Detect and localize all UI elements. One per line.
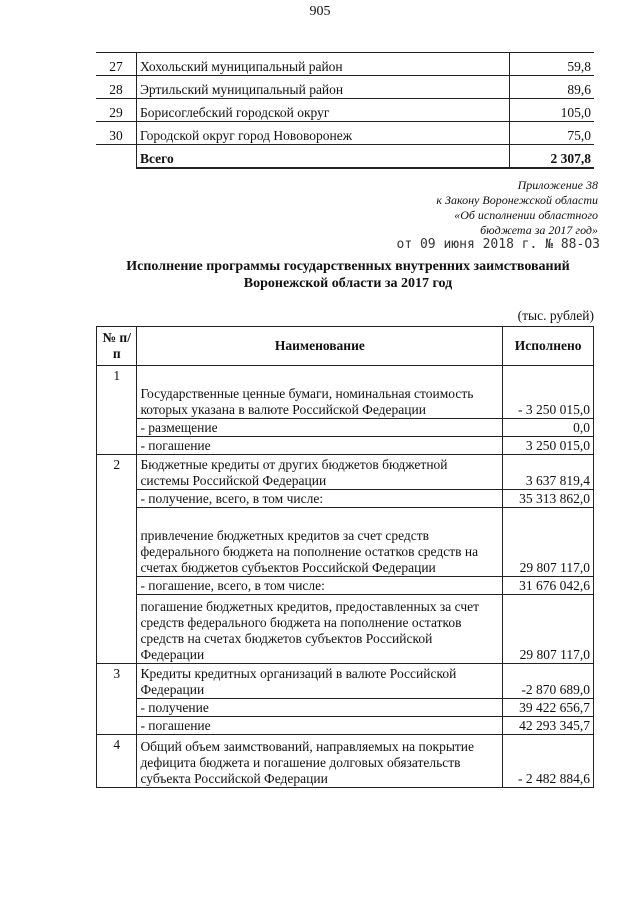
section-number: 3: [97, 664, 137, 735]
row-name: - получение: [137, 699, 503, 717]
row-number-empty: [96, 145, 137, 169]
table-row: [97, 490, 594, 508]
header-number: № п/п: [97, 327, 137, 366]
table-row: [96, 122, 594, 145]
row-value: 59,8: [510, 53, 595, 76]
row-value: 0,0: [503, 419, 594, 437]
table-row: [97, 419, 594, 437]
row-value: 29 807 117,0: [503, 595, 594, 664]
table-row: [97, 717, 594, 735]
borrowing-table: [96, 326, 594, 788]
row-name: - погашение: [137, 717, 503, 735]
table-row: [96, 53, 594, 76]
row-name: - получение, всего, в том числе:: [137, 490, 503, 508]
table-row: [97, 595, 594, 664]
row-value: 3 637 819,4: [503, 455, 594, 490]
row-name: Общий объем заимствований, направляемых на покрытие дефицита бюджета и погашение долговых обязательств субъекта Российской Федерации: [137, 735, 503, 788]
row-name: Хохольский муниципальный район: [137, 53, 510, 76]
appendix-note: [436, 178, 598, 238]
table-row: [97, 699, 594, 717]
row-name: привлечение бюджетных кредитов за счет средств федерального бюджета на пополнение остатков средств на счетах бюджетов субъектов Российской Федерации: [137, 508, 503, 577]
row-value: 42 293 345,7: [503, 717, 594, 735]
row-value: 105,0: [510, 99, 595, 122]
table-row: [97, 437, 594, 455]
table-row: [97, 366, 594, 419]
row-number: 30: [96, 122, 137, 145]
section-number: 2: [97, 455, 137, 664]
total-value: 2 307,8: [510, 145, 595, 169]
table-row: [97, 455, 594, 490]
appendix-line: Приложение 38: [517, 178, 598, 192]
row-name: Эртильский муниципальный район: [137, 76, 510, 99]
section-number: 4: [97, 735, 137, 788]
units-label: (тыс. рублей): [517, 308, 594, 323]
row-value: 29 807 117,0: [503, 508, 594, 577]
row-name: Кредиты кредитных организаций в валюте Российской Федерации: [137, 664, 503, 699]
table-row: [96, 76, 594, 99]
document-title: [90, 258, 606, 292]
row-name: Государственные ценные бумаги, номинальная стоимость которых указана в валюте Российской Федерации: [137, 366, 503, 419]
title-line: Воронежской области за 2017 год: [243, 276, 453, 291]
row-name: Бюджетные кредиты от других бюджетов бюджетной системы Российской Федерации: [137, 455, 503, 490]
total-label: Всего: [137, 145, 510, 169]
header-value: Исполнено: [503, 327, 594, 366]
row-name: - погашение, всего, в том числе:: [137, 577, 503, 595]
row-value: 3 250 015,0: [503, 437, 594, 455]
row-value: - 3 250 015,0: [503, 366, 594, 419]
row-name: Городской округ город Нововоронеж: [137, 122, 510, 145]
section-number: 1: [97, 366, 137, 455]
row-name: - погашение: [137, 437, 503, 455]
table-row: [96, 99, 594, 122]
table-row: [97, 735, 594, 788]
row-value: 75,0: [510, 122, 595, 145]
law-date-stamp: от 09 июня 2018 г. № 88-ОЗ: [396, 237, 600, 252]
row-value: 39 422 656,7: [503, 699, 594, 717]
row-value: - 2 482 884,6: [503, 735, 594, 788]
header-name: Наименование: [137, 327, 503, 366]
row-value: 35 313 862,0: [503, 490, 594, 508]
appendix-line: бюджета за 2017 год»: [480, 223, 598, 237]
page-number: 905: [309, 4, 331, 19]
row-number: 28: [96, 76, 137, 99]
municipality-table: [96, 52, 594, 169]
table-row: [97, 508, 594, 577]
row-number: 27: [96, 53, 137, 76]
row-value: -2 870 689,0: [503, 664, 594, 699]
total-row: [96, 145, 594, 169]
row-number: 29: [96, 99, 137, 122]
title-line: Исполнение программы государственных внутренних заимствований: [126, 259, 570, 274]
row-name: - размещение: [137, 419, 503, 437]
appendix-line: «Об исполнении областного: [454, 208, 598, 222]
appendix-line: к Закону Воронежской области: [436, 193, 598, 207]
row-value: 89,6: [510, 76, 595, 99]
table-row: [97, 664, 594, 699]
table-row: [97, 577, 594, 595]
row-name: погашение бюджетных кредитов, предоставленных за счет средств федерального бюджета на пополнение остатков средств на счетах бюджетов субъектов Российской Федерации: [137, 595, 503, 664]
row-value: 31 676 042,6: [503, 577, 594, 595]
row-name: Борисоглебский городской округ: [137, 99, 510, 122]
header-row: [97, 327, 594, 366]
